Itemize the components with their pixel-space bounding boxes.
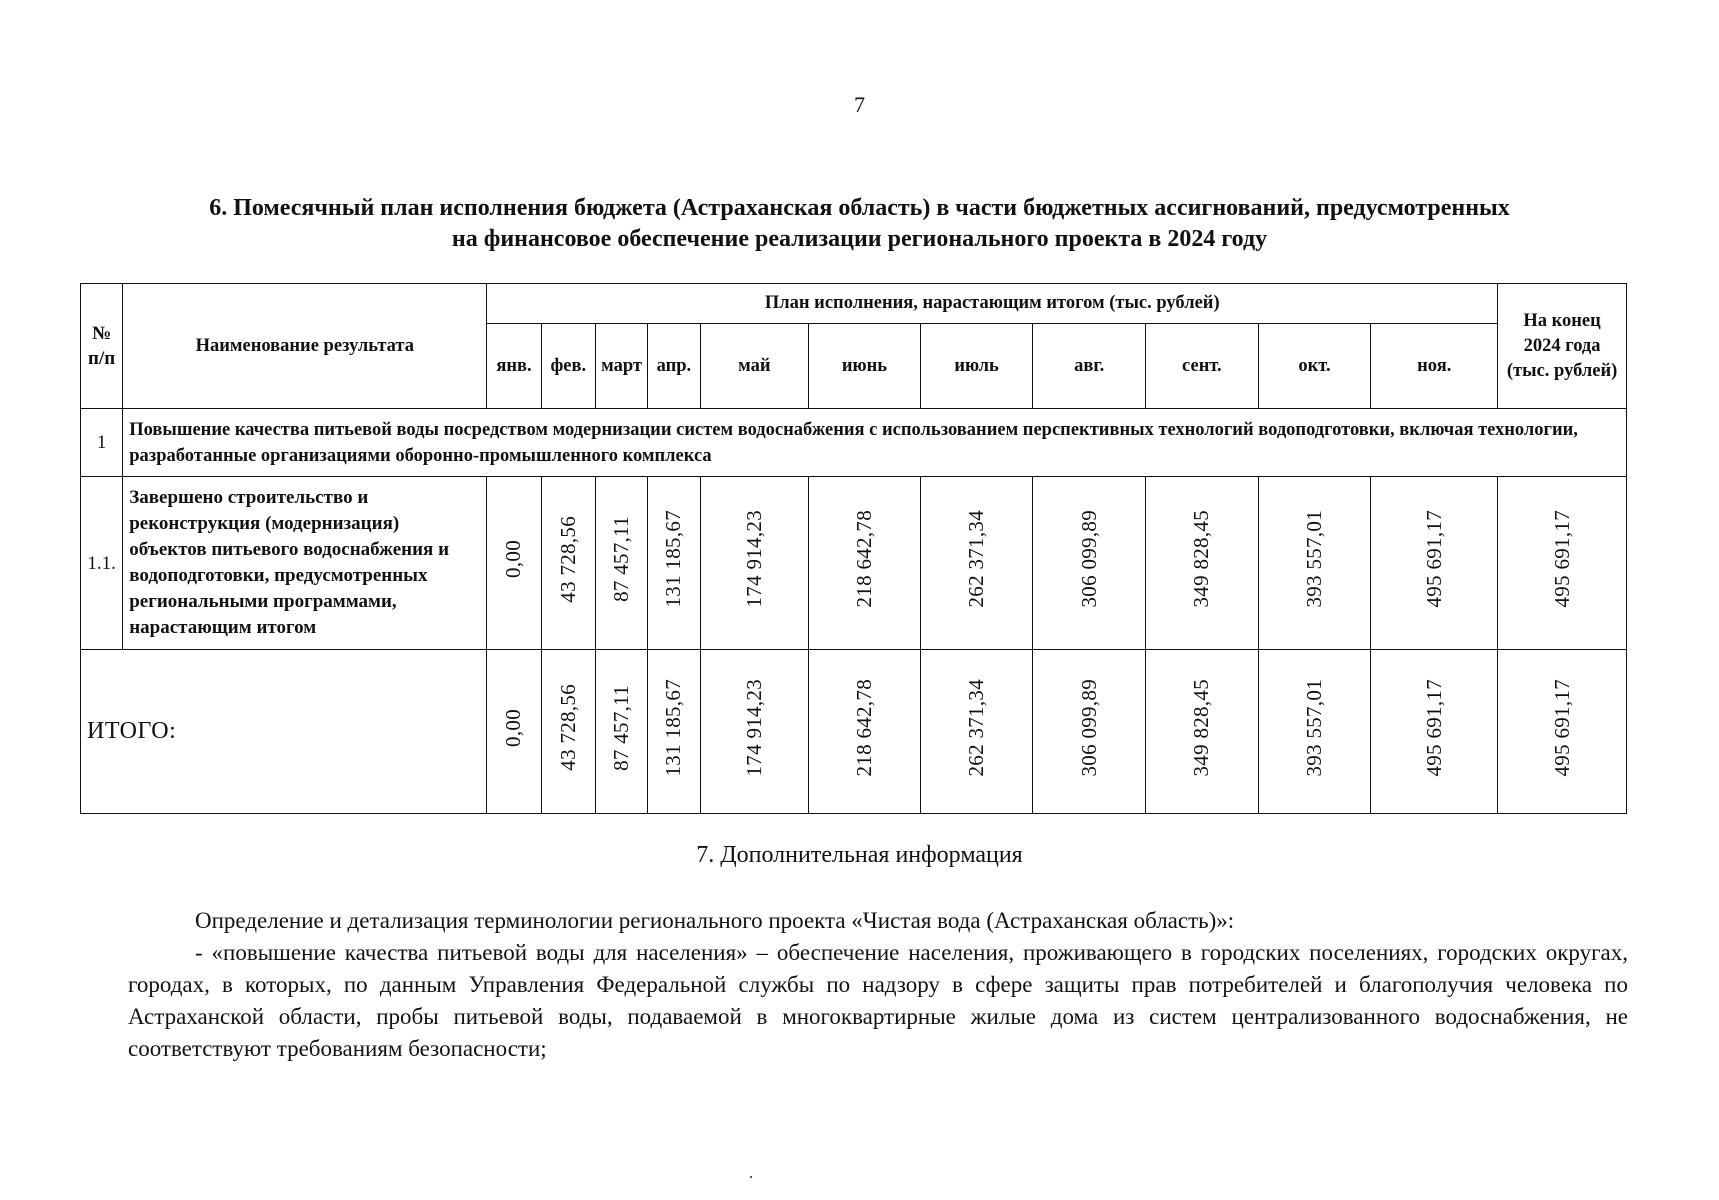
result-value-text-5: 218 642,78: [851, 510, 876, 608]
result-value-2: [595, 477, 647, 650]
header-month-6: июль: [920, 324, 1033, 409]
result-value-9: [1258, 477, 1371, 650]
total-value-text-10: 495 691,17: [1421, 678, 1446, 777]
total-value-text-5: 218 642,78: [851, 678, 876, 777]
result-value-text-8: 349 828,45: [1189, 510, 1214, 608]
result-value-7: [1033, 477, 1146, 650]
total-value-0: [487, 650, 541, 814]
result-value-5: [809, 477, 921, 650]
result-value-text-10: 495 691,17: [1421, 510, 1446, 608]
total-value-7: [1033, 650, 1146, 814]
result-value-text-6: 262 371,34: [964, 510, 989, 608]
result-value-text-9: 393 557,01: [1302, 510, 1326, 608]
terminology-intro: Определение и детализация терминологии регионального проекта «Чистая вода (Астраханская область)»:: [195, 908, 1235, 933]
total-value-text-8: 349 828,45: [1189, 678, 1214, 777]
total-value-5: [809, 650, 921, 814]
result-value-3: [648, 477, 700, 650]
header-plan: План исполнения, нарастающим итогом (тыс. рублей): [487, 284, 1498, 324]
result-value-text-7: 306 099,89: [1076, 510, 1101, 608]
header-num: № п/п: [81, 284, 123, 409]
result-value-text-0: 0,00: [501, 540, 526, 578]
section-6-title: [0, 193, 1719, 255]
total-value-text-4: 174 914,23: [741, 678, 766, 777]
total-value-6: [920, 650, 1033, 814]
result-value-1: [541, 477, 595, 650]
header-month-9: окт.: [1258, 324, 1371, 409]
total-value-2: [595, 650, 647, 814]
header-month-10: ноя.: [1371, 324, 1498, 409]
total-value-text-0: 0,00: [501, 708, 526, 747]
result-number: 1.1.: [81, 477, 123, 650]
total-value-text-7: 306 099,89: [1076, 678, 1101, 777]
total-value-4: [700, 650, 809, 814]
section-7-title: 7. Дополнительная информация: [696, 842, 1023, 868]
header-month-2: март: [595, 324, 647, 409]
result-value-4: [700, 477, 809, 650]
budget-plan-table: [80, 283, 1627, 814]
total-value-9: [1258, 650, 1371, 814]
total-label: ИТОГО:: [81, 650, 487, 814]
result-value-10: [1371, 477, 1498, 650]
result-value-text-2: 87 457,11: [609, 516, 634, 602]
total-value-3: [648, 650, 700, 814]
header-month-0: янв.: [487, 324, 541, 409]
total-value-1: [541, 650, 595, 814]
result-value-0: [487, 477, 541, 650]
header-month-7: авг.: [1033, 324, 1146, 409]
total-value-10: [1371, 650, 1498, 814]
result-value-8: [1146, 477, 1259, 650]
header-month-3: апр.: [648, 324, 700, 409]
section-7-body: [128, 905, 1628, 1065]
total-year-end-text: 495 691,17: [1549, 678, 1574, 777]
scan-dot: [750, 1176, 752, 1178]
section-6-title-line-1: 6. Помесячный план исполнения бюджета (Астраханская область) в части бюджетных ассигнований, предусмотренных: [209, 195, 1510, 221]
header-month-8: сент.: [1146, 324, 1259, 409]
result-value-6: [920, 477, 1033, 650]
total-value-text-1: 43 728,56: [555, 684, 580, 771]
total-value-text-2: 87 457,11: [609, 684, 634, 771]
total-value-text-3: 131 185,67: [661, 678, 686, 777]
page-number: 7: [854, 92, 865, 117]
result-value-text-3: 131 185,67: [661, 510, 686, 608]
header-year-end: На конец 2024 года (тыс. рублей): [1498, 284, 1627, 409]
header-month-5: июнь: [809, 324, 921, 409]
total-year-end: [1498, 650, 1627, 814]
result-value-text-1: 43 728,56: [555, 515, 580, 603]
result-name: Завершено строительство и реконструкция (модернизация) объектов питьевого водоснабжения и водоподготовки, предусмотренных региональными программами, нарастающим итогом: [123, 477, 487, 650]
total-value-8: [1146, 650, 1259, 814]
task-description: Повышение качества питьевой воды посредством модернизации систем водоснабжения с использованием перспективных технологий водоподготовки, включая технологии, разработанные организациями оборонно-промышленного комплекса: [123, 409, 1627, 477]
task-number: 1: [81, 409, 123, 477]
terminology-definition: - «повышение качества питьевой воды для населения» – обеспечение населения, проживающего в городских поселениях, городских округах, городах, в которых, по данным Управления Федеральной службы по надзору в сфере защиты прав потребителей и благополучия человека по Астраханской области, пробы питьевой воды, подаваемой в многоквартирные жилые дома из систем централизованного водоснабжения, не соответствуют требованиям безопасности;: [128, 940, 1628, 1061]
result-value-text-4: 174 914,23: [741, 510, 766, 608]
result-year-end: [1498, 477, 1627, 650]
header-month-4: май: [700, 324, 809, 409]
section-6-title-line-2: на финансовое обеспечение реализации регионального проекта в 2024 году: [451, 226, 1268, 252]
total-value-text-9: 393 557,01: [1302, 678, 1326, 777]
header-result-name: Наименование результата: [123, 284, 487, 409]
total-value-text-6: 262 371,34: [964, 678, 989, 777]
header-month-1: фев.: [541, 324, 595, 409]
result-year-end-text: 495 691,17: [1549, 510, 1574, 608]
